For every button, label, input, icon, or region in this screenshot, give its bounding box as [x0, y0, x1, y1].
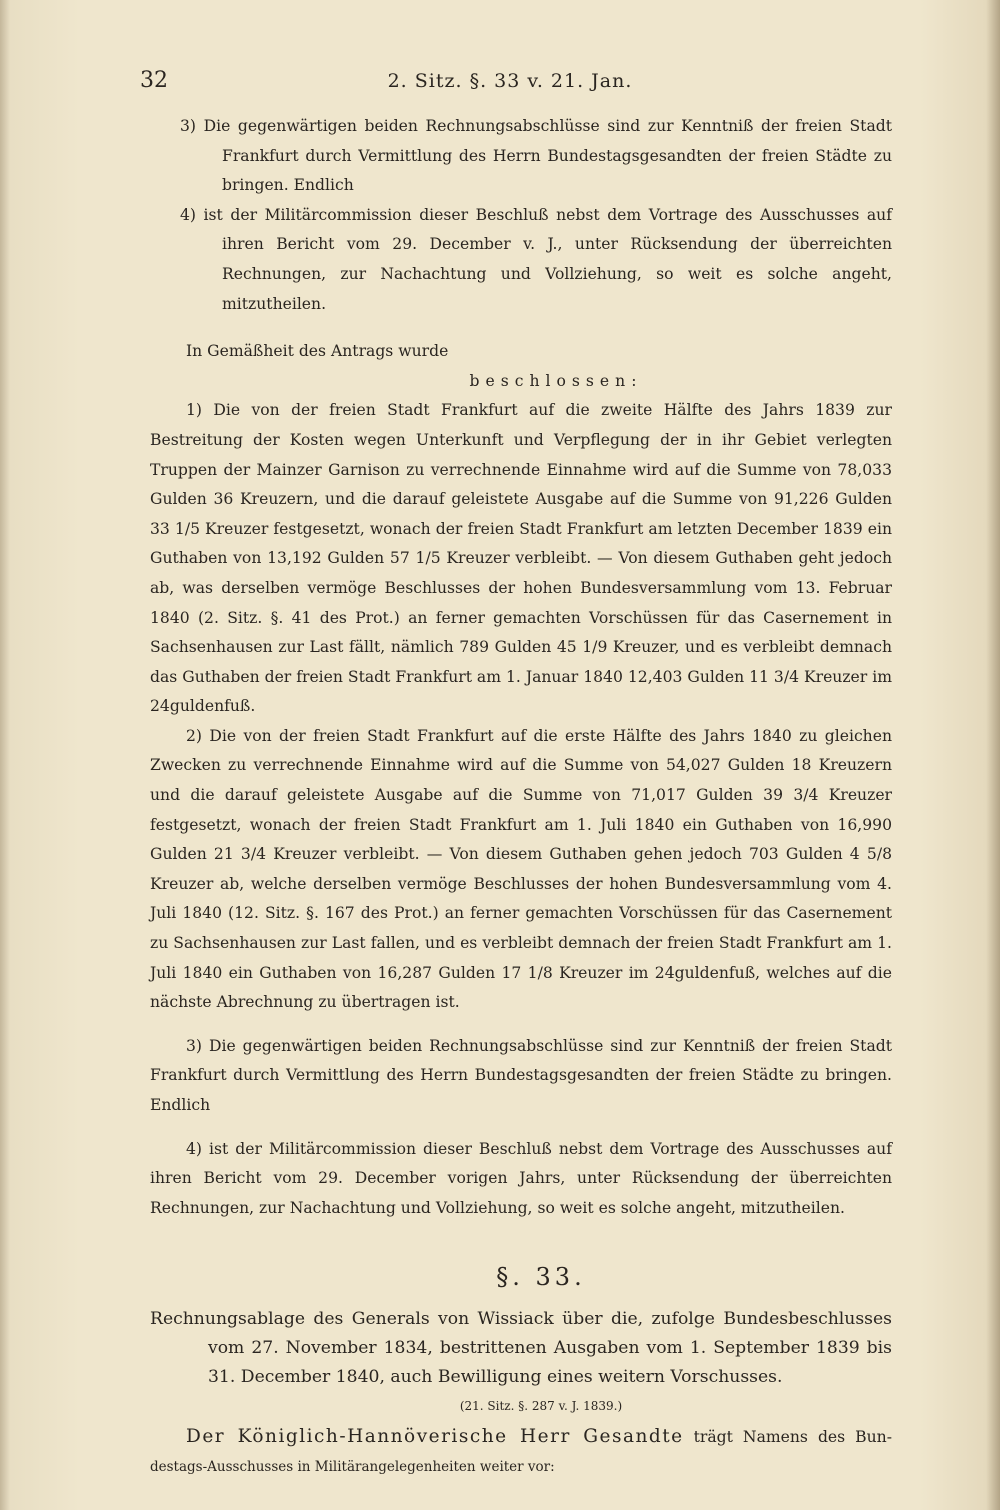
resolution-item-1: 1) Die von der freien Stadt Frankfurt auf die zweite Hälfte des Jahrs 1839 zur Bestreitung der Kosten wegen Unterkunft und Verpflegung der in ihr Gebiet verlegten Truppen der Mainzer Garnison zu verrechnende Einnahme wird auf die Summe von 78,033 Gulden 36 Kreuzern, und die darauf geleistete Ausgabe auf die Summe von 91,226 Gulden 33 1/5 Kreuzer festgesetzt, wonach der freien Stadt Frankfurt am letzten December 1839 ein Guthaben von 13,192 Gulden 57 1/5 Kreuzer verbleibt. — Von diesem Guthaben geht jedoch ab, was derselben vermöge Beschlusses der hohen Bundesversammlung vom 13. Februar 1840 (2. Sitz. §. 41 des Prot.) an ferner gemachten Vorschüssen für das Casernement in Sachsenhausen zur Last fällt, nämlich 789 Gulden 45 1/9 Kreuzer, und es verbleibt demnach das Guthaben der freien Stadt Frankfurt am 1. Januar 1840 12,403 Gulden 11 3/4 Kreuzer im 24guldenfuß. — [150, 401, 892, 716]
resolution-word: beschlossen: — [469, 371, 643, 390]
resolution-item-2: 2) Die von der freien Stadt Frankfurt auf die erste Hälfte des Jahrs 1840 zu gleichen Zwecken zu verrechnende Einnahme wird auf die Summe von 54,027 Gulden 18 Kreuzern und die darauf geleistete Ausgabe auf die Summe von 71,017 Gulden 39 3/4 Kreuzer festgesetzt, wonach der freien Stadt Frankfurt am 1. Juli 1840 ein Guthaben von 16,990 Gulden 21 3/4 Kreuzer verbleibt. — Von diesem Guthaben gehen jedoch 703 Gulden 4 5/8 Kreuzer ab, welche derselben vermöge Beschlusses der hohen Bundesversammlung vom 4. Juli 1840 (12. Sitz. §. 167 des Prot.) an ferner gemachten Vorschüssen für das Casernement zu Sachsenhausen zur Last fallen, und es verbleibt demnach der freien Stadt Frankfurt am 1. Juli 1840 ein Guthaben von 16,287 Gulden 17 1/8 Kreuzer im 24guldenfuß, welches auf die nächste Abrechnung zu übertragen ist. — [150, 726, 892, 1012]
resolution-intro: In Gemäßheit des Antrags wurde — [186, 342, 449, 361]
item-4-preliminary: 4) ist der Militärcommission dieser Beschluß nebst dem Vortrage des Ausschusses auf ihren Bericht vom 29. December v. J., unter Rücksendung der überreichten Rechnungen, zur Nachachtung und Vollziehung, so weit es solche angeht, mitzutheilen. — [180, 205, 892, 313]
item-3-preliminary: 3) Die gegenwärtigen beiden Rechnungsabschlüsse sind zur Kenntniß der freien Stadt Frankfurt durch Vermittlung des Herrn Bundestagsgesandten der freien Städte zu bringen. Endlich — [180, 117, 892, 195]
speaker-text-continued: destags-Ausschusses in Militärangelegenheiten weiter vor: — [150, 1459, 555, 1476]
speaker-name: Der Königlich-Hannöverische Herr Gesandte — [186, 1425, 684, 1447]
section-title: Rechnungsablage des Generals von Wissiack über die, zufolge Bundesbeschlusses vom 27. November 1834, bestrittenen Ausgaben vom 1. September 1839 bis 31. December 1840, auch Bewilligung eines weitern Vorschusses. — [150, 1308, 892, 1387]
section-reference: (21. Sitz. §. 287 v. J. 1839.) — [459, 1398, 623, 1413]
speaker-text: trägt Namens des Bun- — [683, 1427, 892, 1446]
page-left-shadow — [0, 0, 10, 1510]
page-right-shadow — [986, 0, 1000, 1510]
speaker-paragraph — [150, 1422, 892, 1483]
section-number: §. 33. — [496, 1263, 586, 1292]
page-body — [150, 112, 892, 1483]
page-header — [140, 68, 880, 98]
resolution-item-4: 4) ist der Militärcommission dieser Beschluß nebst dem Vortrage des Ausschusses auf ihren Bericht vom 29. December vorigen Jahrs, unter Rücksendung der überreichten Rechnungen, zur Nachachtung und Vollziehung, so weit es solche angeht, mitzutheilen. — [150, 1139, 892, 1217]
running-head: 2. Sitz. §. 33 v. 21. Jan. — [387, 70, 633, 92]
resolution-item-3: 3) Die gegenwärtigen beiden Rechnungsabschlüsse sind zur Kenntniß der freien Stadt Frankfurt durch Vermittlung des Herrn Bundestagsgesandten der freien Städte zu bringen. Endlich — [150, 1036, 892, 1114]
page-number: 32 — [140, 68, 168, 93]
